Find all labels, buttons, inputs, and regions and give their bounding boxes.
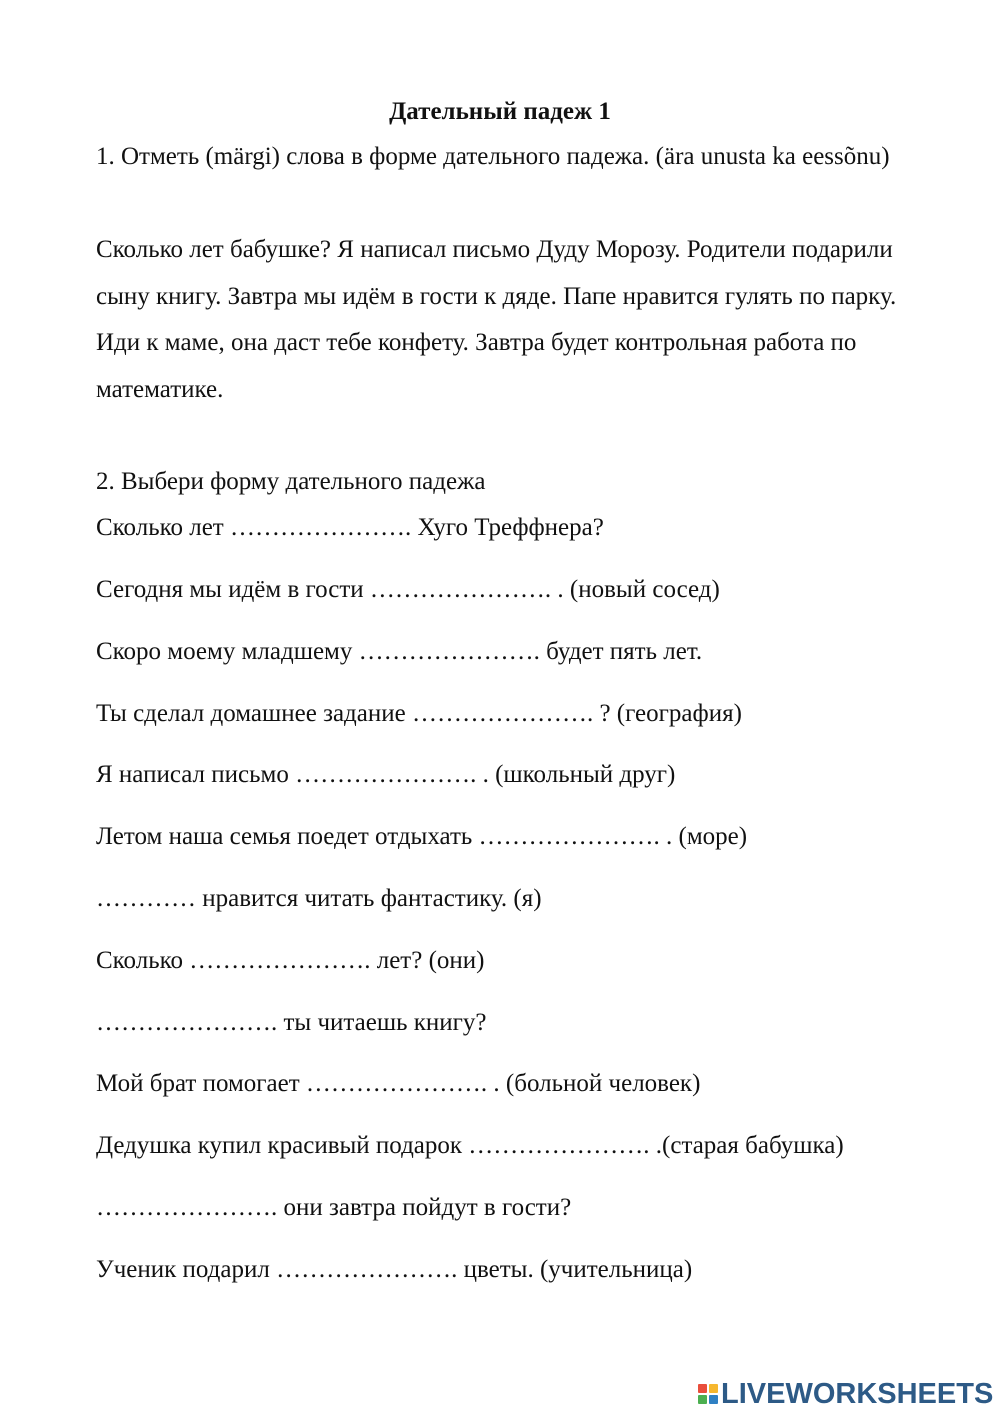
exercise-sentence: Скоро моему младшему …………………. будет пять лет. [96, 638, 703, 665]
logo-block [698, 1395, 707, 1404]
task1-text: Сколько лет бабушке? Я написал письмо Дуду Морозу. Родители подарили сыну книгу. Завтра мы идём в гости к дяде. Папе нравится гулять по парку. Иди к маме, она даст тебе конфету. Завтра будет контрольная работа по математике. [96, 236, 897, 403]
task2-instruction: 2. Выбери форму дательного падежа [96, 468, 486, 495]
liveworksheets-logo [698, 1378, 993, 1410]
exercise-sentence: Сколько …………………. лет? (они) [96, 947, 485, 974]
exercise-sentence: Сколько лет …………………. Хуго Треффнера? [96, 514, 604, 541]
page-title: Дательный падеж 1 [389, 98, 611, 125]
exercise-sentence: Сегодня мы идём в гости …………………. . (новый сосед) [96, 576, 720, 603]
exercise-sentence: Ты сделал домашнее задание …………………. ? (география) [96, 700, 742, 727]
exercise-sentence: ………… нравится читать фантастику. (я) [96, 885, 542, 912]
logo-block [709, 1395, 718, 1404]
logo-text: LIVEWORKSHEETS [721, 1377, 994, 1410]
task1-instruction: 1. Отметь (märgi) слова в форме дательного падежа. (ära unusta ka eessõnu) [96, 143, 890, 170]
logo-block [709, 1384, 718, 1393]
logo-block [698, 1384, 707, 1393]
exercise-sentence: Дедушка купил красивый подарок …………………. .(старая бабушка) [96, 1132, 844, 1159]
exercise-sentence: …………………. ты читаешь книгу? [96, 1009, 487, 1036]
exercise-sentence: Ученик подарил …………………. цветы. (учительница) [96, 1256, 693, 1283]
logo-blocks-icon [698, 1384, 718, 1404]
exercise-sentence: Мой брат помогает …………………. . (больной человек) [96, 1070, 701, 1097]
exercise-sentence: …………………. они завтра пойдут в гости? [96, 1194, 572, 1221]
exercise-sentence: Летом наша семья поедет отдыхать …………………. . (море) [96, 823, 748, 850]
exercise-sentence: Я написал письмо …………………. . (школьный друг) [96, 761, 676, 788]
